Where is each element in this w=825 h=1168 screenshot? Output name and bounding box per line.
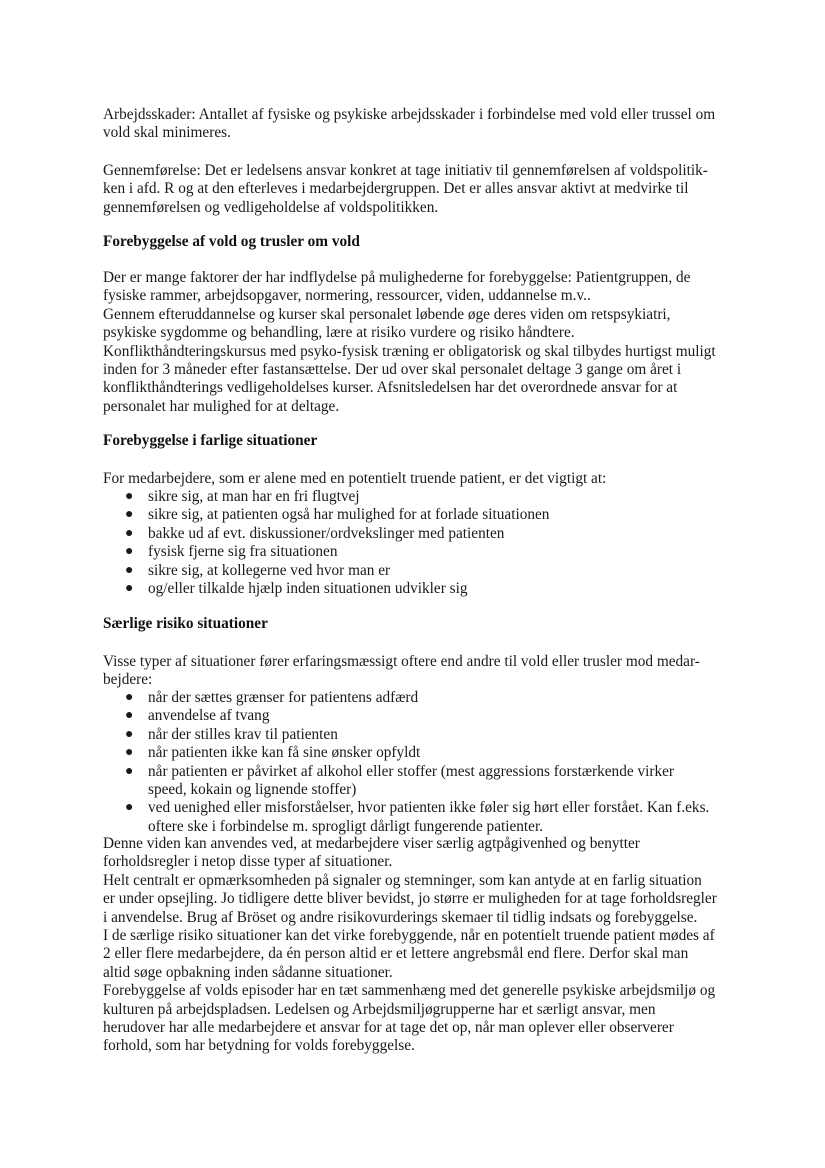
list-item: ● når der sættes grænser for patientens adfærd <box>125 689 419 706</box>
text-line: Gennemførelse: Det er ledelsens ansvar konkret at tage initiativ til gennemførelsen af voldspolitik- <box>103 162 708 179</box>
bullet-icon: ● <box>125 525 134 541</box>
text-line: kulturen på arbejdspladsen. Ledelsen og Arbejdsmiljøgrupperne har et særligt ansvar, men <box>103 1000 656 1018</box>
text-line: forholdsregler i netop disse typer af situationer. <box>103 853 393 871</box>
text-line: vold skal minimeres. <box>103 124 231 142</box>
heading-saerlige-risiko: Særlige risiko situationer <box>103 615 268 632</box>
text-line: bejdere: <box>103 671 153 689</box>
text-line: er under opsejling. Jo tidligere dette bliver bevidst, jo større er muligheden for at tage forholdsregler <box>103 890 717 908</box>
text-line: altid søge opbakning inden sådanne situationer. <box>103 963 393 981</box>
list-item: ● bakke ud af evt. diskussioner/ordvekslinger med patienten <box>125 524 505 542</box>
paragraph-final <box>103 835 753 1056</box>
list-item: ● og/eller tilkalde hjælp inden situationen udvikler sig <box>125 580 468 598</box>
bullet-icon: ● <box>125 507 134 523</box>
list-item: ● når der stilles krav til patienten <box>125 725 338 743</box>
bullet-list-farlige <box>103 488 549 598</box>
list-item: ● når patienten ikke kan få sine ønsker opfyldt <box>125 744 421 762</box>
bullet-icon: ● <box>125 690 134 705</box>
text-line: ken i afd. R og at den efterleves i medarbejdergruppen. Det er alles ansvar aktivt at medvirke til <box>103 180 689 198</box>
bullet-icon: ● <box>125 562 134 578</box>
heading-farlige-situationer: Forebyggelse i farlige situationer <box>103 432 318 449</box>
bullet-icon: ● <box>125 708 134 724</box>
list-item: ● fysisk fjerne sig fra situationen <box>125 543 338 561</box>
paragraph-arbejdsskader <box>103 106 753 143</box>
bullet-icon: ● <box>125 489 134 504</box>
text-line: Arbejdsskader: Antallet af fysiske og psykiske arbejdsskader i forbindelse med vold eller trussel om <box>103 106 716 123</box>
list-item: ● anvendelse af tvang <box>125 707 270 725</box>
text-line: For medarbejdere, som er alene med en potentielt truende patient, er det vigtigt at: <box>103 470 607 487</box>
bullet-icon: ● <box>125 800 134 816</box>
text-line: Denne viden kan anvendes ved, at medarbejdere viser særlig agtpågivenhed og benytter <box>103 835 640 852</box>
text-line: forhold, som har betydning for volds forebyggelse. <box>103 1037 415 1055</box>
text-line: Konflikthåndteringskursus med psyko-fysisk træning er obligatorisk og skal tilbydes hurtigst muligt <box>103 342 716 360</box>
list-item: ● sikre sig, at kollegerne ved hvor man er <box>125 561 391 579</box>
list-item: ● når patienten er påvirket af alkohol eller stoffer (mest aggressions forstærkende virker speed, kokain og lignende stoffer) <box>125 762 674 799</box>
text-line: fysiske rammer, arbejdsopgaver, normering, ressourcer, viden, uddannelse m.v.. <box>103 287 591 305</box>
list-item: ● ved uenighed eller misforståelser, hvor patienten ikke føler sig hørt eller forstået. Kan f.eks. oftere ske i forbindelse m. sprogligt dårligt fungerende patienter. <box>125 799 710 835</box>
text-line: I de særlige risiko situationer kan det virke forebyggende, når en potentielt truende patient mødes af <box>103 927 715 945</box>
text-line: psykiske sygdomme og behandling, lære at risiko vurdere og risiko håndtere. <box>103 324 575 342</box>
text-line: konflikthåndterings vedligeholdelses kurser. Afsnitsledelsen har det overordnede ansvar for at <box>103 379 678 397</box>
bullet-icon: ● <box>125 745 134 761</box>
text-line: Gennem efteruddannelse og kurser skal personalet løbende øge deres viden om retspsykiatri, <box>103 305 671 323</box>
text-line: herudover har alle medarbejdere et ansvar for at tage det op, når man oplever eller observerer <box>103 1019 674 1037</box>
paragraph-farlige-intro <box>103 470 753 488</box>
list-item: ● sikre sig, at man har en fri flugtvej <box>125 488 360 505</box>
text-line: gennemførelsen og vedligeholdelse af voldspolitikken. <box>103 198 439 216</box>
paragraph-forebyggelse <box>103 269 753 416</box>
bullet-icon: ● <box>125 763 134 779</box>
heading-forebyggelse-vold: Forebyggelse af vold og trusler om vold <box>103 233 360 250</box>
text-line: 2 eller flere medarbejdere, da én person altid er et lettere angrebsmål end flere. Derfor skal man <box>103 945 689 963</box>
bullet-icon: ● <box>125 544 134 560</box>
text-line: inden for 3 måneder efter fastansættelse. Der ud over skal personalet deltage 3 gange om året i <box>103 361 682 379</box>
list-item: ● sikre sig, at patienten også har mulighed for at forlade situationen <box>125 506 550 524</box>
text-line: personalet har mulighed for at deltage. <box>103 397 340 415</box>
text-line: Der er mange faktorer der har indflydelse på mulighederne for forebyggelse: Patientgruppen, de <box>103 269 691 286</box>
text-line: Visse typer af situationer fører erfaringsmæssigt oftere end andre til vold eller trusler mod medar- <box>103 653 700 670</box>
text-line: Helt centralt er opmærksomheden på signaler og stemninger, som kan antyde at en farlig situation <box>103 871 702 889</box>
paragraph-saerlige-intro <box>103 653 753 690</box>
text-line: Forebyggelse af volds episoder har en tæt sammenhæng med det generelle psykiske arbejdsmiljø og <box>103 982 716 1000</box>
bullet-icon: ● <box>125 726 134 742</box>
bullet-list-saerlige <box>103 689 709 836</box>
bullet-icon: ● <box>125 581 134 597</box>
text-line: i anvendelse. Brug af Bröset og andre risikovurderings skemaer til tidlig indsats og forebyggelse. <box>103 908 698 926</box>
paragraph-gennemforelse <box>103 162 753 217</box>
